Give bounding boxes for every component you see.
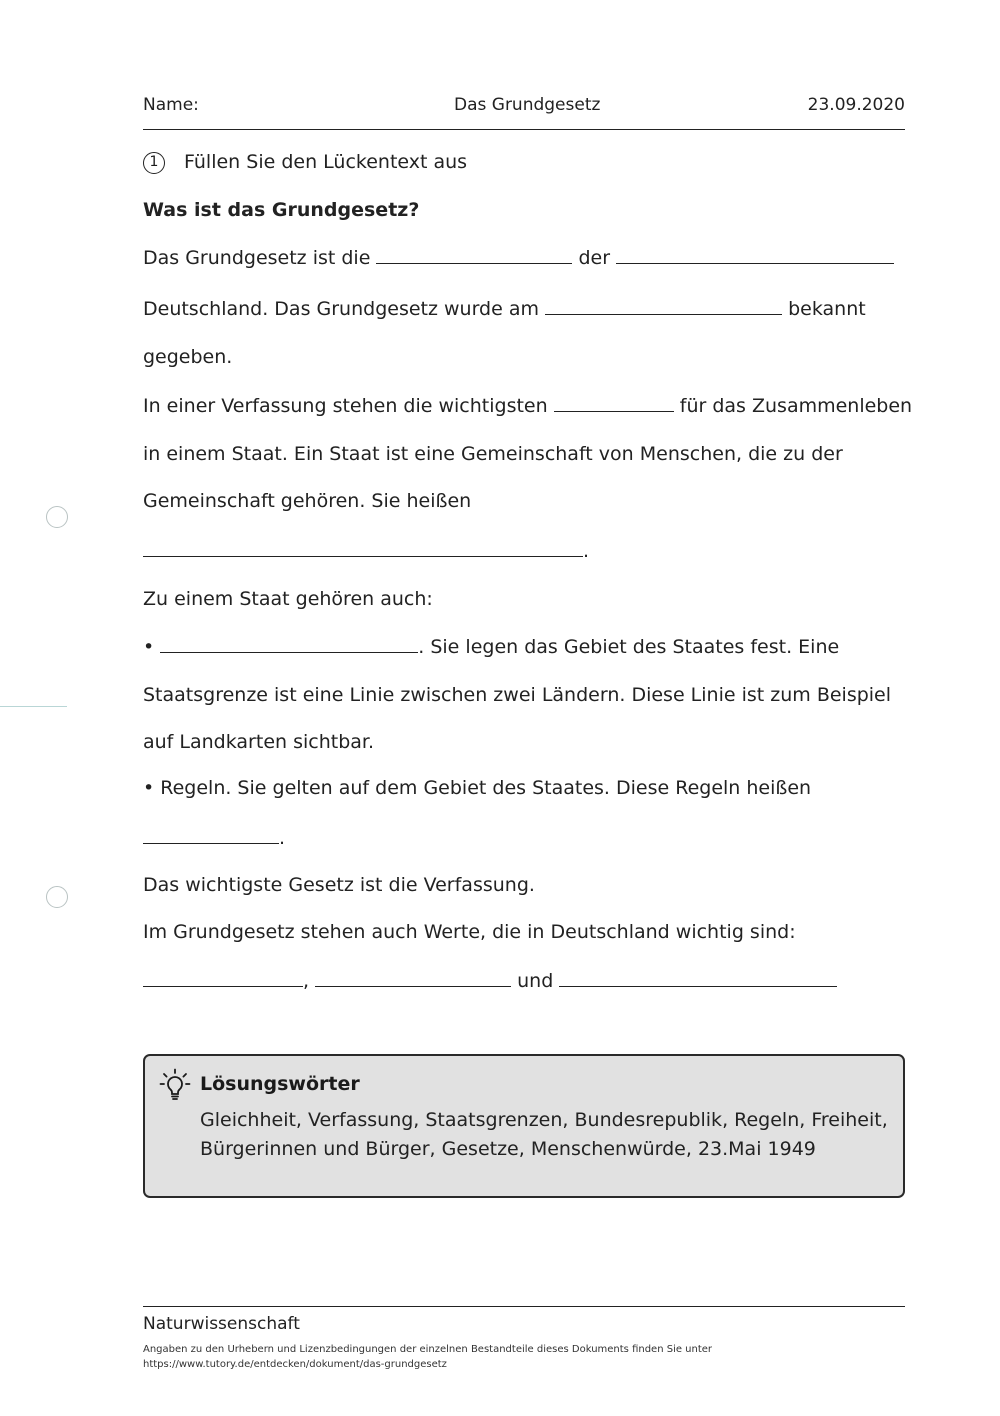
- punch-hole-bottom: [46, 886, 68, 908]
- footer-subject: Naturwissenschaft: [143, 1314, 300, 1334]
- lightbulb-icon: [159, 1068, 191, 1102]
- gap-blank-2[interactable]: [616, 249, 894, 264]
- gap-blank-8[interactable]: [143, 972, 303, 987]
- text-line-16: , und: [143, 970, 837, 992]
- license-url[interactable]: https://www.tutory.de/entdecken/dokument/das-grundgesetz: [143, 1359, 447, 1370]
- text-line-2: Deutschland. Das Grundgesetz wurde am bekannt: [143, 298, 866, 320]
- text-line-3: gegeben.: [143, 346, 233, 368]
- gap-blank-10[interactable]: [559, 972, 837, 987]
- text-line-7: .: [143, 540, 589, 562]
- gap-blank-3[interactable]: [545, 300, 782, 315]
- text-line-5: in einem Staat. Ein Staat ist eine Gemeinschaft von Menschen, die zu der: [143, 443, 843, 465]
- footer-rule: [143, 1306, 905, 1307]
- text-line-6: Gemeinschaft gehören. Sie heißen: [143, 490, 472, 512]
- text-line-13: .: [143, 827, 285, 849]
- text-line-11: auf Landkarten sichtbar.: [143, 731, 375, 753]
- name-label: Name:: [143, 95, 199, 115]
- text-line-4: In einer Verfassung stehen die wichtigsten für das Zusammenleben: [143, 395, 913, 417]
- text-line-12: • Regeln. Sie gelten auf dem Gebiet des Staates. Diese Regeln heißen: [143, 777, 812, 799]
- solution-words: Gleichheit, Verfassung, Staatsgrenzen, Bundesrepublik, Regeln, Freiheit, Bürgerinnen und Bürger, Gesetze, Menschenwürde, 23.Mai 1949: [200, 1109, 888, 1160]
- task-instruction: Füllen Sie den Lückentext aus: [184, 151, 468, 173]
- text-line-1: Das Grundgesetz ist die der: [143, 247, 894, 269]
- gap-blank-1[interactable]: [376, 249, 572, 264]
- solution-title: Lösungswörter: [200, 1073, 360, 1095]
- header-rule: [143, 129, 905, 130]
- text-line-8: Zu einem Staat gehören auch:: [143, 588, 433, 610]
- text-line-15: Im Grundgesetz stehen auch Werte, die in Deutschland wichtig sind:: [143, 921, 796, 943]
- document-title: Das Grundgesetz: [454, 95, 601, 115]
- license-line-1: Angaben zu den Urhebern und Lizenzbedingungen der einzelnen Bestandteile dieses Dokuments finden Sie unter: [143, 1344, 713, 1355]
- gap-blank-9[interactable]: [315, 972, 511, 987]
- task-number-badge: 1: [143, 152, 165, 174]
- text-line-9: • . Sie legen das Gebiet des Staates fest. Eine: [143, 636, 840, 658]
- fold-mark: [0, 706, 67, 707]
- gap-blank-6[interactable]: [160, 638, 418, 653]
- gap-blank-7[interactable]: [143, 829, 279, 844]
- document-date: 23.09.2020: [807, 95, 905, 115]
- text-line-14: Das wichtigste Gesetz ist die Verfassung.: [143, 874, 535, 896]
- section-heading: Was ist das Grundgesetz?: [143, 199, 420, 221]
- gap-blank-4[interactable]: [554, 397, 674, 412]
- gap-blank-5[interactable]: [143, 542, 583, 557]
- punch-hole-top: [46, 506, 68, 528]
- text-line-10: Staatsgrenze ist eine Linie zwischen zwei Ländern. Diese Linie ist zum Beispiel: [143, 684, 892, 706]
- solution-box: [143, 1054, 905, 1198]
